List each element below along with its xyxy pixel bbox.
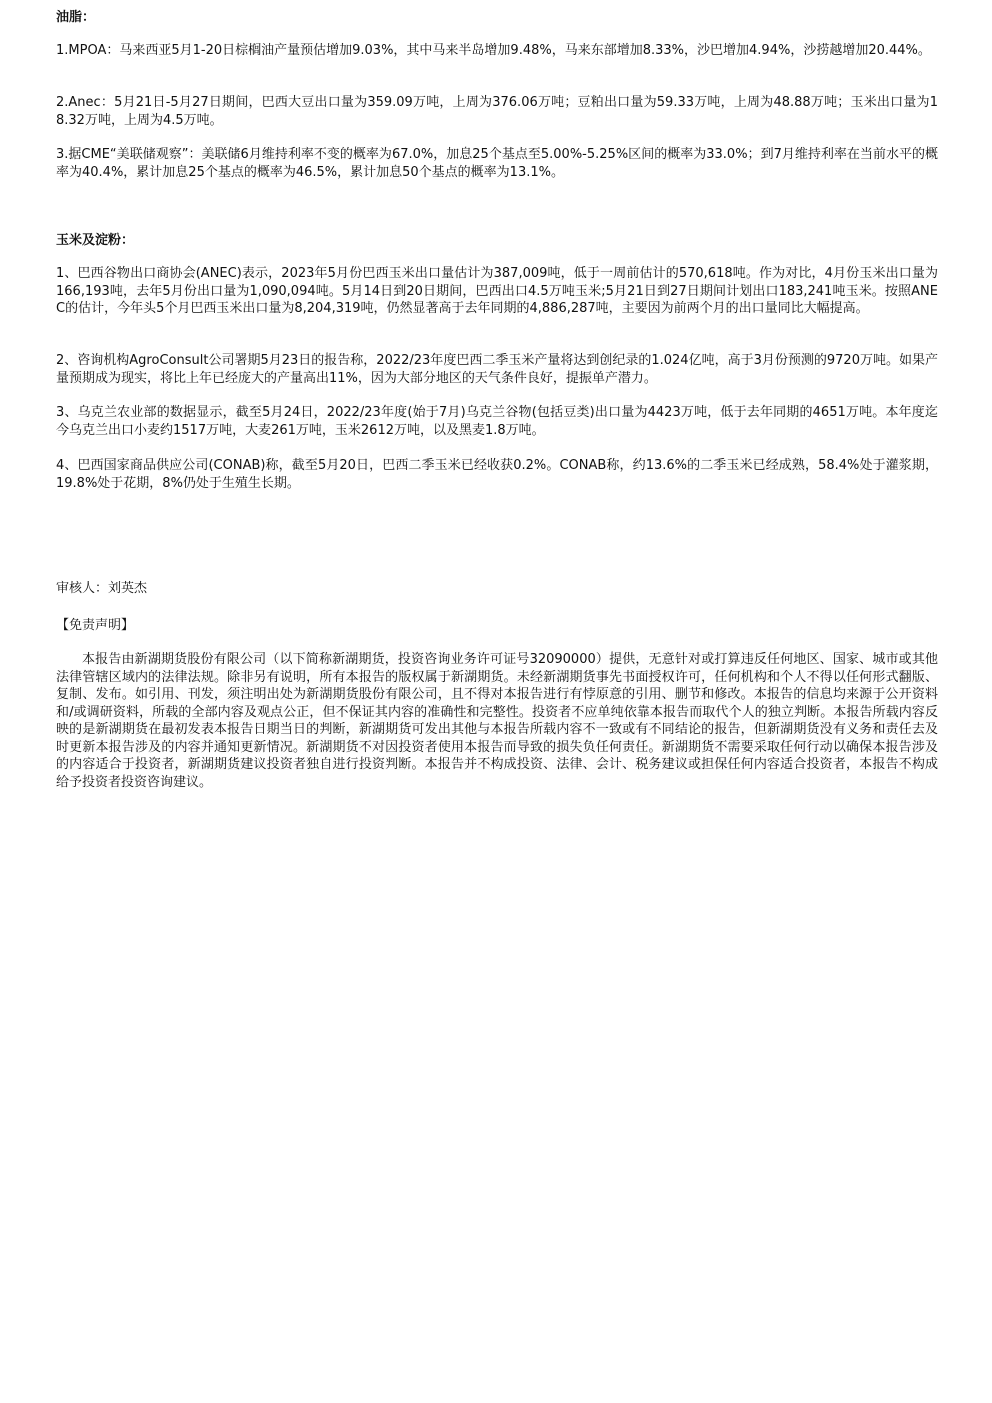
corn-item-2: 2、咨询机构AgroConsult公司署期5月23日的报告称，2022/23年度巴西二季玉米产量将达到创纪录的1.024亿吨，高于3月份预测的9720万吨。如果产量预期成为现实，将比上年已经庞大的产量高出11%，因为大部分地区的天气条件良好，提振单产潜力。 <box>56 353 938 386</box>
corn-section-title: 玉米及淀粉： <box>56 233 135 248</box>
corn-item-3: 3、乌克兰农业部的数据显示，截至5月24日，2022/23年度(始于7月)乌克兰谷物(包括豆类)出口量为4423万吨，低于去年同期的4651万吨。本年度迄今乌克兰出口小麦约1517万吨，大麦261万吨，玉米2612万吨，以及黑麦1.8万吨。 <box>56 405 938 438</box>
disclaimer-title: 【免责声明】 <box>56 618 135 633</box>
oils-item-2: 2.Anec：5月21日-5月27日期间，巴西大豆出口量为359.09万吨，上周为376.06万吨；豆粕出口量为59.33万吨，上周为48.88万吨；玉米出口量为18.32万吨，上周为4.5万吨。 <box>56 95 938 128</box>
oils-item-3: 3.据CME“美联储观察”：美联储6月维持利率不变的概率为67.0%，加息25个基点至5.00%-5.25%区间的概率为33.0%；到7月维持利率在当前水平的概率为40.4%，累计加息25个基点的概率为46.5%，累计加息50个基点的概率为13.1%。 <box>56 147 938 180</box>
oils-item-1: 1.MPOA：马来西亚5月1-20日棕榈油产量预估增加9.03%，其中马来半岛增加9.48%，马来东部增加8.33%，沙巴增加4.94%，沙捞越增加20.44%。 <box>56 43 931 58</box>
corn-item-4: 4、巴西国家商品供应公司(CONAB)称，截至5月20日，巴西二季玉米已经收获0.2%。CONAB称，约13.6%的二季玉米已经成熟，58.4%处于灌浆期，19.8%处于花期，8%仍处于生殖生长期。 <box>56 458 938 491</box>
oils-section-title: 油脂： <box>56 10 96 25</box>
corn-item-1: 1、巴西谷物出口商协会(ANEC)表示，2023年5月份巴西玉米出口量估计为387,009吨，低于一周前估计的570,618吨。作为对比，4月份玉米出口量为166,193吨，去年5月份出口量为1,090,094吨。5月14日到20日期间，巴西出口4.5万吨玉米;5月21日到27日期间计划出口183,241吨玉米。按照ANEC的估计，今年头5个月巴西玉米出口量为8,204,319吨，仍然显著高于去年同期的4,886,287吨，主要因为前两个月的出口量同比大幅提高。 <box>56 266 938 316</box>
disclaimer-body: 本报告由新湖期货股份有限公司（以下简称新湖期货，投资咨询业务许可证号32090000）提供，无意针对或打算违反任何地区、国家、城市或其他法律管辖区域内的法律法规。除非另有说明，所有本报告的版权属于新湖期货。未经新湖期货事先书面授权许可，任何机构和个人不得以任何形式翻版、复制、发布。如引用、刊发，须注明出处为新湖期货股份有限公司，且不得对本报告进行有悖原意的引用、删节和修改。本报告的信息均来源于公开资料和/或调研资料，所载的全部内容及观点公正，但不保证其内容的准确性和完整性。投资者不应单纯依靠本报告而取代个人的独立判断。本报告所载内容反映的是新湖期货在最初发表本报告日期当日的判断，新湖期货可发出其他与本报告所载内容不一致或有不同结论的报告，但新湖期货没有义务和责任去及时更新本报告涉及的内容并通知更新情况。新湖期货不对因投资者使用本报告而导致的损失负任何责任。新湖期货不需要采取任何行动以确保本报告涉及的内容适合于投资者，新湖期货建议投资者独自进行投资判断。本报告并不构成投资、法律、会计、税务建议或担保任何内容适合投资者，本报告不构成给予投资者投资咨询建议。 <box>56 652 938 790</box>
reviewer-line: 审核人：刘英杰 <box>56 581 148 596</box>
